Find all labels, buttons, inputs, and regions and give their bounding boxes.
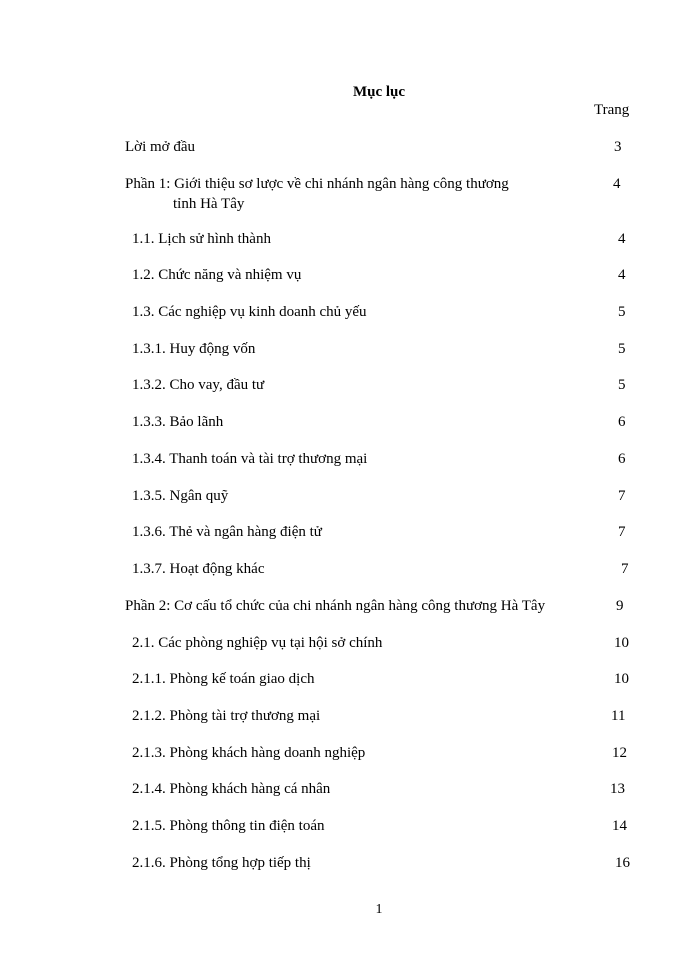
toc-entry-label: 1.3.3. Bảo lãnh <box>132 414 224 430</box>
toc-entry-page: 4 <box>618 231 626 247</box>
toc-entry-page: 3 <box>614 139 622 155</box>
toc-entry-page: 13 <box>610 781 625 797</box>
toc-entry-label: 1.2. Chức năng và nhiệm vụ <box>132 267 302 283</box>
toc-entry-label: 1.3.5. Ngân quỹ <box>132 488 229 504</box>
toc-entry-label: 1.3.7. Hoạt động khác <box>132 561 265 577</box>
toc-entry-page: 5 <box>618 341 626 357</box>
toc-entry-page: 4 <box>613 176 621 192</box>
toc-entry-page: 6 <box>618 451 626 467</box>
toc-entry-label: 1.3.1. Huy động vốn <box>132 341 256 357</box>
toc-entry-page: 4 <box>618 267 626 283</box>
toc-entry-label: 2.1.4. Phòng khách hàng cá nhân <box>132 781 331 797</box>
toc-entry-label: 1.3.6. Thẻ và ngân hàng điện tử <box>132 524 322 540</box>
toc-title: Mục lục <box>352 84 406 100</box>
toc-entry-page: 12 <box>612 745 627 761</box>
toc-entry-page: 11 <box>611 708 626 724</box>
toc-entry-label: Phần 2: Cơ cấu tổ chức của chi nhánh ngân hàng công thương Hà Tây <box>125 598 546 614</box>
toc-entry-label: 2.1.2. Phòng tài trợ thương mại <box>132 708 321 724</box>
toc-entry-label: 2.1.6. Phòng tổng hợp tiếp thị <box>132 855 311 871</box>
toc-entry-page: 14 <box>612 818 627 834</box>
toc-entry-label: 2.1.3. Phòng khách hàng doanh nghiệp <box>132 745 366 761</box>
toc-entry-label: Phần 1: Giới thiệu sơ lược về chi nhánh ngân hàng công thương <box>125 176 509 192</box>
toc-entry-label: 1.1. Lịch sử hình thành <box>132 231 271 247</box>
toc-entry-page: 9 <box>616 598 624 614</box>
page-column-header: Trang <box>594 102 630 118</box>
toc-entry-label: 1.3.2. Cho vay, đầu tư <box>132 377 265 393</box>
toc-entry-label: 2.1.5. Phòng thông tin điện toán <box>132 818 325 834</box>
toc-entry-page: 7 <box>618 524 626 540</box>
page-number: 1 <box>375 902 383 917</box>
toc-entry-label: Lời mở đầu <box>125 139 196 155</box>
toc-entry-label: 1.3.4. Thanh toán và tài trợ thương mại <box>132 451 368 467</box>
toc-entry-label-continued: tỉnh Hà Tây <box>173 196 245 212</box>
toc-entry-page: 5 <box>618 377 626 393</box>
toc-entry-page: 7 <box>621 561 629 577</box>
toc-entry-label: 1.3. Các nghiệp vụ kinh doanh chủ yếu <box>132 304 367 320</box>
toc-entry-label: 2.1. Các phòng nghiệp vụ tại hội sở chính <box>132 635 383 651</box>
toc-entry-page: 10 <box>614 671 629 687</box>
toc-entry-page: 16 <box>615 855 630 871</box>
toc-entry-page: 7 <box>618 488 626 504</box>
toc-entry-page: 5 <box>618 304 626 320</box>
toc-entry-page: 6 <box>618 414 626 430</box>
toc-entry-label: 2.1.1. Phòng kế toán giao dịch <box>132 671 315 687</box>
toc-entry-page: 10 <box>614 635 629 651</box>
